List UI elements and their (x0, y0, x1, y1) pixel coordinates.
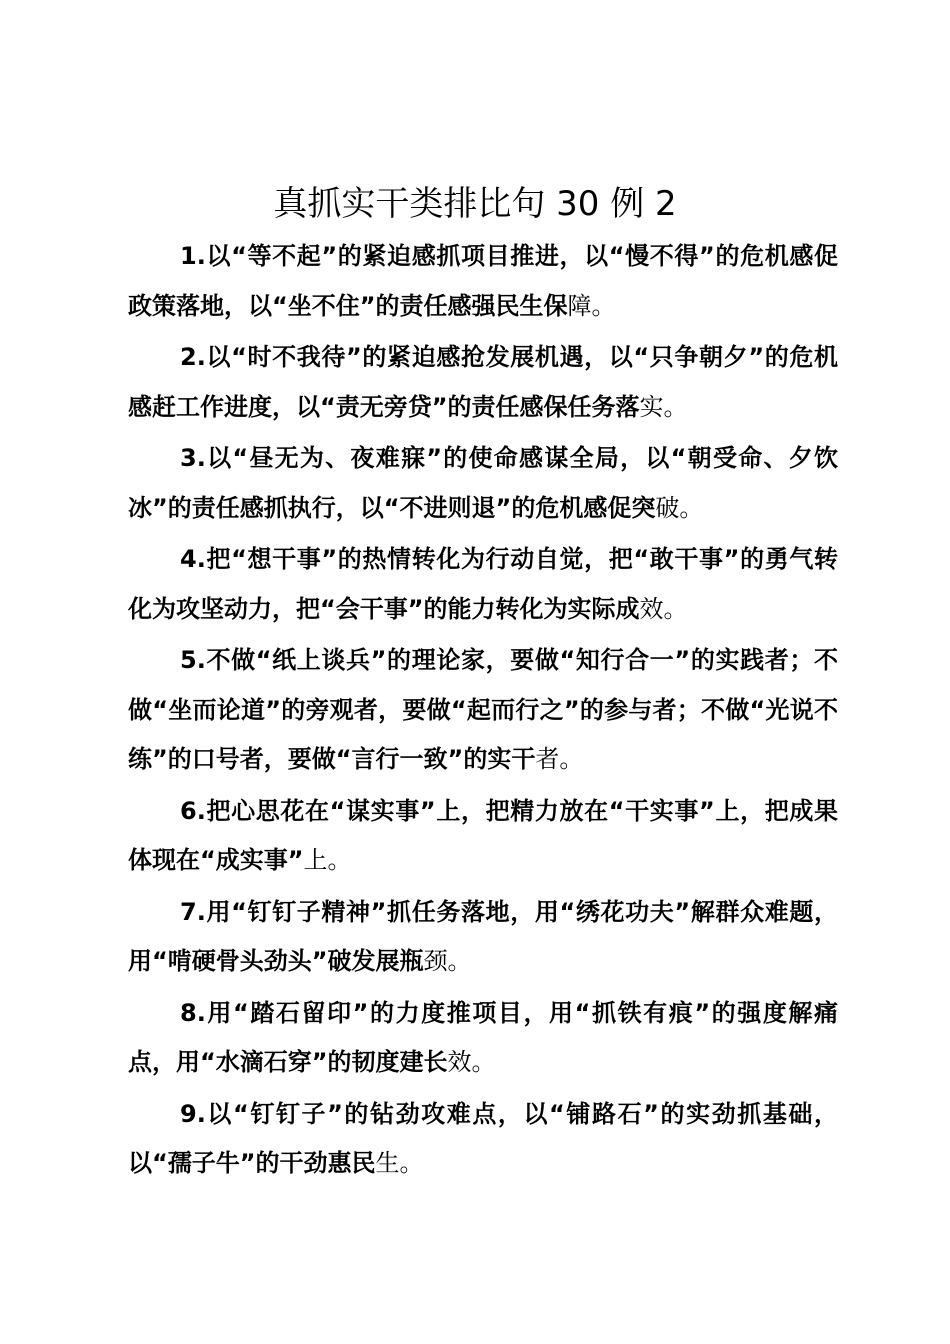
paragraph-text: 1.以“等不起”的紧迫感抓项目推进，以“慢不得”的危机感促政策落地，以“坐不住”的责任感强民生保 (128, 242, 838, 320)
paragraph-text: 8.用“踏石留印”的力度推项目，用“抓铁有痕”的强度解痛点，用“水滴石穿”的韧度建长 (128, 998, 838, 1076)
paragraph-tail: 效。 (639, 594, 688, 623)
paragraph-text: 7.用“钉钉子精神”抓任务落地，用“绣花功夫”解群众难题，用“啃硬骨头劲头”破发展瓶 (128, 897, 838, 975)
paragraph-tail: 者。 (535, 745, 584, 773)
paragraph-7 (128, 888, 838, 987)
paragraph-tail: 实。 (639, 392, 688, 421)
paragraph-tail: 障。 (567, 291, 616, 320)
paragraph-text: 3.以“昼无为、夜难寐”的使命感谋全局，以“朝受命、夕饮冰”的责任感抓执行，以“不进则退”的危机感促突 (128, 444, 838, 522)
paragraph-tail: 生。 (375, 1149, 424, 1177)
paragraph-text: 9.以“钉钉子”的钻劲攻难点，以“铺路石”的实劲抓基础，以“孺子牛”的干劲惠民 (128, 1099, 838, 1177)
paragraph-tail: 上。 (303, 846, 352, 874)
paragraph-5 (128, 636, 838, 785)
paragraph-tail: 破。 (655, 493, 704, 522)
paragraph-4 (128, 535, 838, 634)
paragraph-text: 6.把心思花在“谋实事”上，把精力放在“干实事”上，把成果体现在“成实事” (128, 796, 838, 874)
paragraph-8 (128, 989, 838, 1088)
paragraph-text: 2.以“时不我待”的紧迫感抢发展机遇，以“只争朝夕”的危机感赶工作进度，以“责无旁贷”的责任感保任务落 (128, 343, 838, 421)
page-title: 真抓实干类排比句 30 例 2 (273, 184, 677, 224)
paragraph-1 (128, 232, 838, 331)
paragraph-tail: 效。 (447, 1048, 496, 1076)
paragraph-text: 5.不做“纸上谈兵”的理论家，要做“知行合一”的实践者；不做“坐而论道”的旁观者，要做“起而行之”的参与者；不做“光说不练”的口号者，要做“言行一致”的实干 (128, 646, 838, 773)
paragraph-9 (128, 1090, 838, 1189)
paragraph-6 (128, 787, 838, 886)
document-body (128, 232, 838, 1191)
paragraph-tail: 颈。 (423, 947, 472, 975)
paragraph-3 (128, 434, 838, 533)
paragraph-2 (128, 333, 838, 432)
paragraph-text: 4.把“想干事”的热情转化为行动自觉，把“敢干事”的勇气转化为攻坚动力，把“会干事”的能力转化为实际成 (128, 545, 838, 623)
